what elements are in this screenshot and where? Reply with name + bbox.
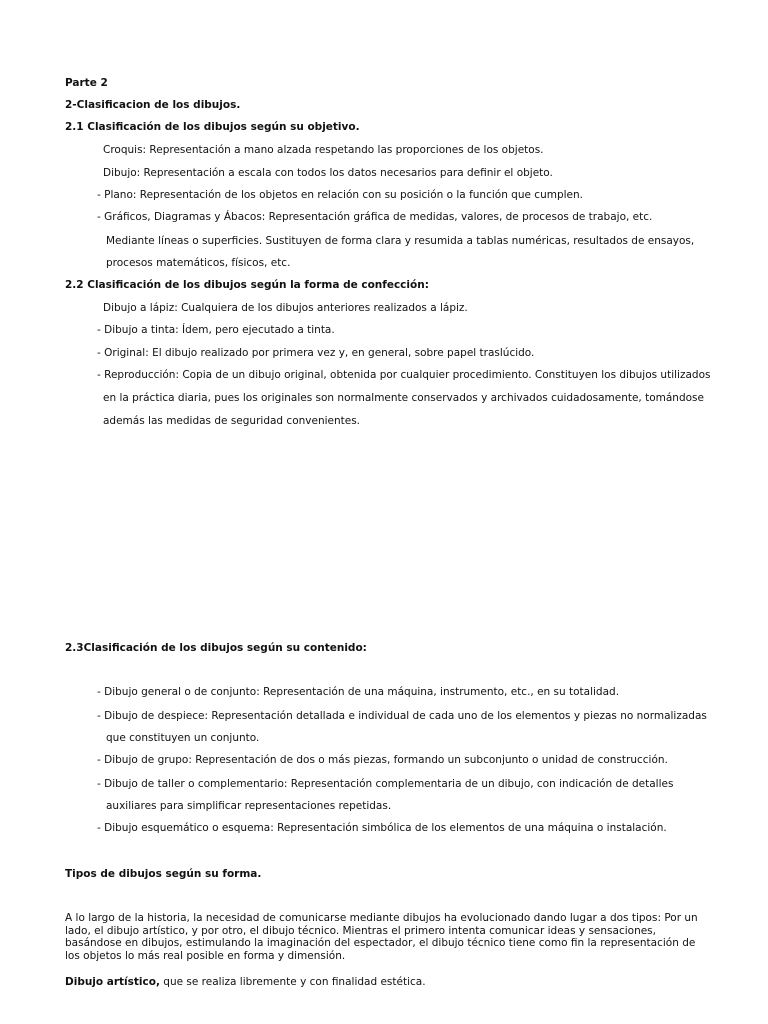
definition-text: que se realiza libremente y con finalidad estética. [159,976,426,988]
subsection-heading-2-2: 2.2 Clasificación de los dibujos según la forma de confección: [65,279,429,291]
list-item: - Dibujo de grupo: Representación de dos o más piezas, formando un subconjunto o unidad de construcción. [97,754,668,766]
list-item: Dibujo: Representación a escala con todos los datos necesarios para definir el objeto. [103,167,553,179]
subsection-heading-2-1: 2.1 Clasificación de los dibujos según su objetivo. [65,121,360,133]
subsection-heading-2-3: 2.3Clasificación de los dibujos según su contenido: [65,642,367,654]
part-title: Parte 2 [65,77,108,89]
list-item: - Gráficos, Diagramas y Ábacos: Representación gráfica de medidas, valores, de procesos de trabajo, etc. [97,211,653,223]
definition-line [65,976,426,989]
list-item-continuation: que constituyen un conjunto. [106,732,260,744]
list-item-continuation: auxiliares para simplificar representaciones repetidas. [106,800,392,812]
list-item: - Plano: Representación de los objetos en relación con su posición o la función que cumplen. [97,189,583,201]
intro-paragraph: A lo largo de la historia, la necesidad de comunicarse mediante dibujos ha evolucionado dando lugar a dos tipos: Por un lado, el dibujo artístico, y por otro, el dibujo técnico. Mientras el primero intenta comunicar ideas y sensaciones, basándose en dibujos, estimulando la imaginación del espectador, el dibujo técnico tiene como fin la representación de los objetos lo más real posible en forma y dimensión. [65,912,698,962]
section-heading-tipos: Tipos de dibujos según su forma. [65,868,262,880]
list-item: - Reproducción: Copia de un dibujo original, obtenida por cualquier procedimiento. Constituyen los dibujos utilizados [97,369,711,381]
definition-term: Dibujo artístico, [65,976,160,988]
list-item-continuation: además las medidas de seguridad convenientes. [103,415,361,427]
list-item: - Dibujo de despiece: Representación detallada e individual de cada uno de los elementos y piezas no normalizadas [97,710,707,722]
list-item: - Dibujo de taller o complementario: Representación complementaria de un dibujo, con indicación de detalles [97,778,674,790]
list-item: - Dibujo a tinta: Ídem, pero ejecutado a tinta. [97,324,335,336]
list-item: - Dibujo general o de conjunto: Representación de una máquina, instrumento, etc., en su totalidad. [97,686,620,698]
section-heading: 2-Clasificacion de los dibujos. [65,99,241,111]
list-item: - Original: El dibujo realizado por primera vez y, en general, sobre papel traslúcido. [97,347,535,359]
list-item-continuation: en la práctica diaria, pues los originales son normalmente conservados y archivados cuidadosamente, tomándose [103,392,704,404]
list-item: Croquis: Representación a mano alzada respetando las proporciones de los objetos. [103,144,544,156]
list-item: Dibujo a lápiz: Cualquiera de los dibujos anteriores realizados a lápiz. [103,302,468,314]
list-item-continuation: Mediante líneas o superficies. Sustituyen de forma clara y resumida a tablas numéricas, resultados de ensayos, [106,235,695,247]
list-item: - Dibujo esquemático o esquema: Representación simbólica de los elementos de una máquina o instalación. [97,822,667,834]
list-item-continuation: procesos matemáticos, físicos, etc. [106,257,291,269]
